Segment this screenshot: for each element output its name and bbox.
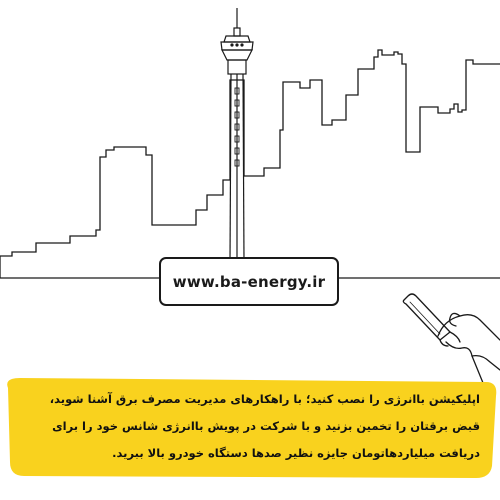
website-url-box[interactable] <box>159 257 339 306</box>
info-banner <box>0 374 500 484</box>
milad-tower-icon <box>221 8 253 262</box>
banner-line-1: اپلیکیشن باانرژی را نصب کنید؛ با راهکارهای مدیریت مصرف برق آشنا شوید، <box>49 392 480 406</box>
city-skyline-icon <box>0 50 500 278</box>
banner-line-2: قبض برقتان را تخمین بزنید و با شرکت در پویش باانرژی شانس خود را برای <box>52 419 480 433</box>
banner-line-3: دریافت میلیاردهاتومان جایزه نظیر صدها دستگاه خودرو بالا ببرید. <box>112 446 480 460</box>
banner-text <box>20 386 480 467</box>
website-url[interactable]: www.ba-energy.ir <box>172 272 326 291</box>
